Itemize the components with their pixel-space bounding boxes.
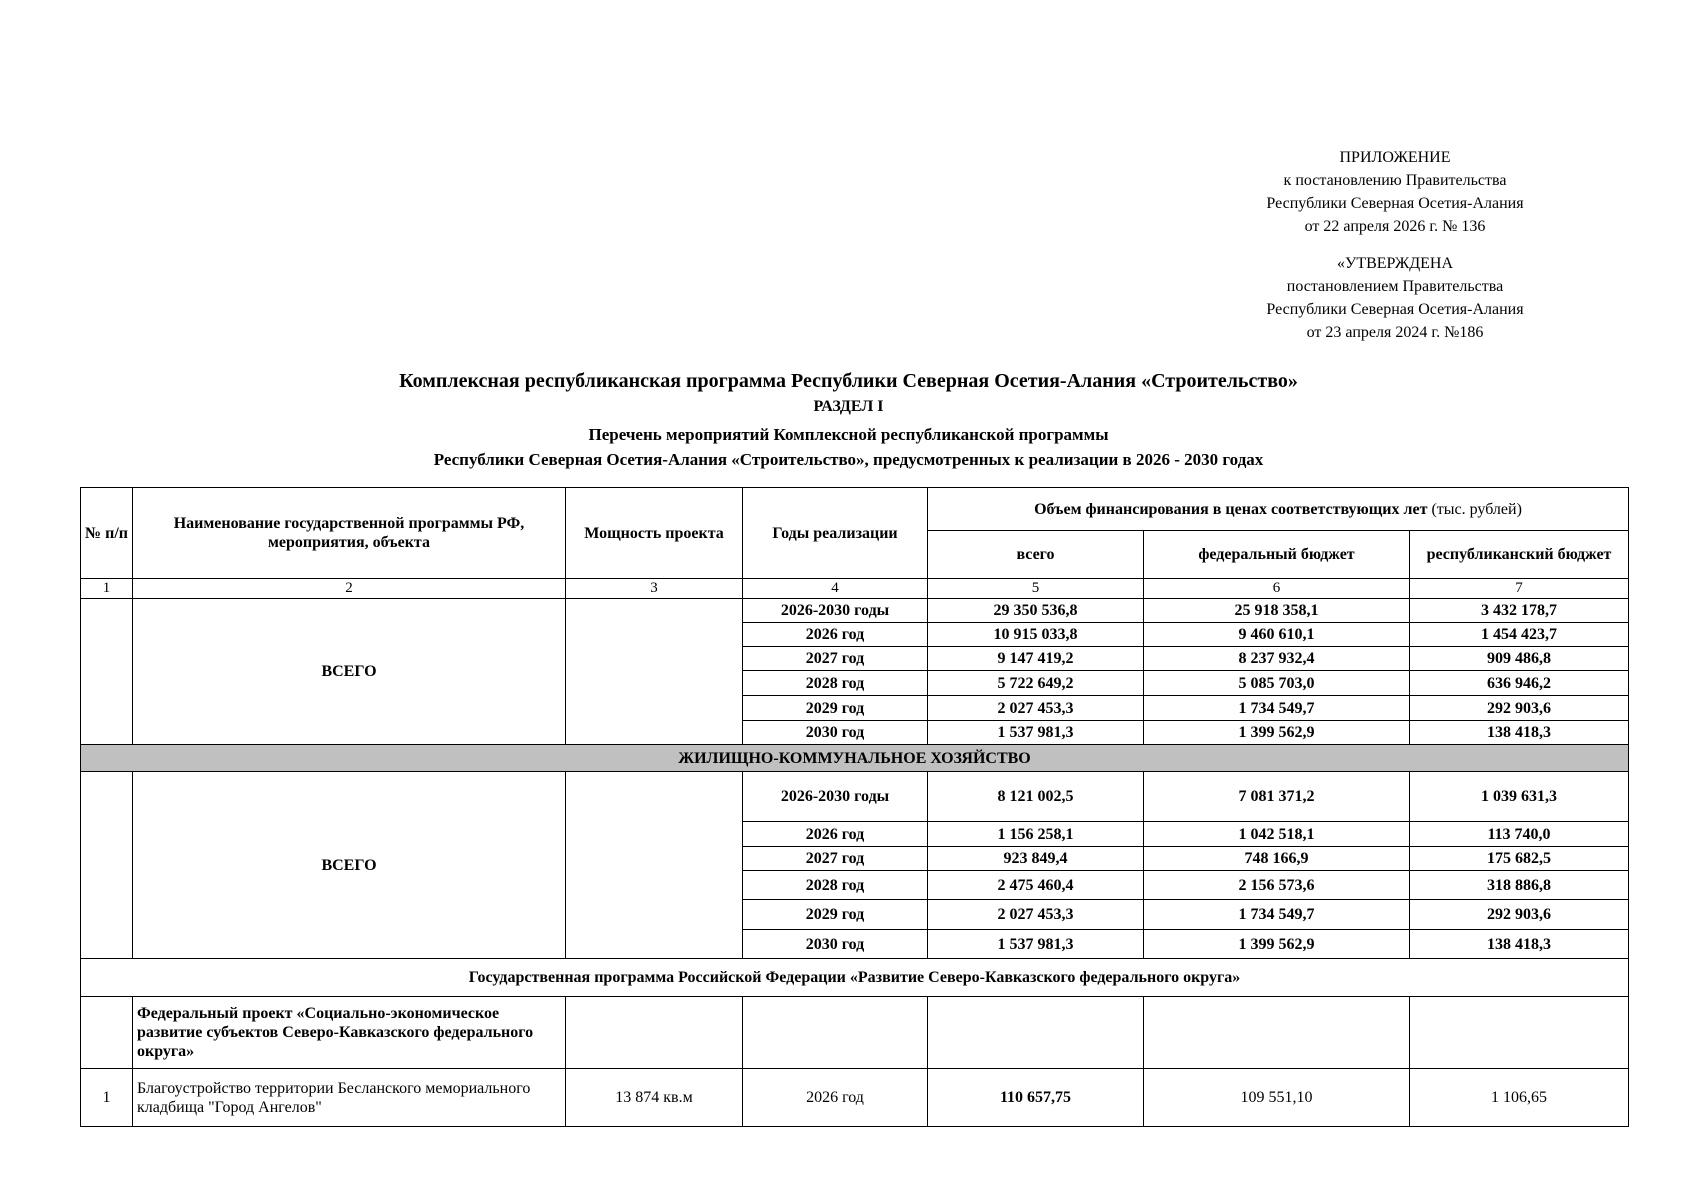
empty-cell: [1144, 997, 1410, 1069]
empty-cell: [1410, 997, 1629, 1069]
republic-cell: 3 432 178,7: [1410, 599, 1629, 623]
approval-line: «УТВЕРЖДЕНА: [1336, 255, 1453, 272]
appendix-line: от 22 апреля 2026 г. № 136: [1304, 218, 1486, 235]
republic-cell: 636 946,2: [1410, 671, 1629, 696]
total-cell: 29 350 536,8: [928, 599, 1144, 623]
item-republic: 1 106,65: [1410, 1069, 1629, 1127]
col-number: 7: [1410, 579, 1629, 599]
republic-cell: 292 903,6: [1410, 696, 1629, 721]
header-funding: [928, 488, 1629, 531]
approval-line: от 23 апреля 2024 г. №186: [1306, 324, 1484, 341]
republic-cell: 292 903,6: [1410, 900, 1629, 930]
republic-cell: 113 740,0: [1410, 822, 1629, 847]
year-cell: 2026 год: [743, 623, 928, 647]
federal-cell: 1 042 518,1: [1144, 822, 1410, 847]
col-number: 4: [743, 579, 928, 599]
federal-cell: 25 918 358,1: [1144, 599, 1410, 623]
federal-cell: 1 734 549,7: [1144, 696, 1410, 721]
empty-cell: [743, 997, 928, 1069]
year-cell: 2030 год: [743, 721, 928, 745]
federal-cell: 1 734 549,7: [1144, 900, 1410, 930]
item-num: 1: [81, 1069, 133, 1127]
year-cell: 2028 год: [743, 671, 928, 696]
appendix-header: [1205, 146, 1585, 344]
empty-cell: [928, 997, 1144, 1069]
header-row: [81, 488, 1629, 531]
item-name: Благоустройство территории Бесланского мемориального кладбища "Город Ангелов": [133, 1069, 566, 1127]
table-row: [81, 772, 1629, 822]
total-cell: 9 147 419,2: [928, 647, 1144, 671]
housing-section-title: ЖИЛИЩНО-КОММУНАЛЬНОЕ ХОЗЯЙСТВО: [81, 745, 1629, 772]
item-year: 2026 год: [743, 1069, 928, 1127]
federal-cell: 9 460 610,1: [1144, 623, 1410, 647]
republic-cell: 138 418,3: [1410, 721, 1629, 745]
year-cell: 2027 год: [743, 847, 928, 871]
total-cell: 1 156 258,1: [928, 822, 1144, 847]
total-cell: 923 849,4: [928, 847, 1144, 871]
table-row: [81, 1069, 1629, 1127]
row-capacity-empty: [566, 772, 743, 959]
col-number: 1: [81, 579, 133, 599]
header-name: Наименование государственной программы РФ, мероприятия, объекта: [133, 488, 566, 579]
item-capacity: 13 874 кв.м: [566, 1069, 743, 1127]
approval-line: постановлением Правительства: [1286, 278, 1504, 295]
gov-program-title: Государственная программа Российской Федерации «Развитие Северо-Кавказского федерального округа»: [81, 959, 1629, 997]
year-cell: 2029 год: [743, 696, 928, 721]
federal-cell: 8 237 932,4: [1144, 647, 1410, 671]
header-years: Годы реализации: [743, 488, 928, 579]
federal-cell: 7 081 371,2: [1144, 772, 1410, 822]
table-row: [81, 997, 1629, 1069]
total-cell: 2 475 460,4: [928, 871, 1144, 900]
total-cell: 10 915 033,8: [928, 623, 1144, 647]
header-num: № п/п: [81, 488, 133, 579]
republic-cell: 138 418,3: [1410, 930, 1629, 959]
total-label: ВСЕГО: [133, 599, 566, 745]
republic-cell: 175 682,5: [1410, 847, 1629, 871]
column-number-row: [81, 579, 1629, 599]
total-cell: 8 121 002,5: [928, 772, 1144, 822]
section-band: [81, 745, 1629, 772]
year-cell: 2030 год: [743, 930, 928, 959]
col-number: 6: [1144, 579, 1410, 599]
appendix-line: Республики Северная Осетия-Алания: [1266, 195, 1524, 212]
republic-cell: 318 886,8: [1410, 871, 1629, 900]
republic-cell: 909 486,8: [1410, 647, 1629, 671]
year-cell: 2027 год: [743, 647, 928, 671]
year-cell: 2026-2030 годы: [743, 772, 928, 822]
header-republic: республиканский бюджет: [1410, 531, 1629, 579]
housing-total-label: ВСЕГО: [133, 772, 566, 959]
list-title-line-1: Перечень мероприятий Комплексной республиканской программы: [588, 425, 1109, 444]
table-row: [81, 959, 1629, 997]
list-title-line-2: Республики Северная Осетия-Алания «Строительство», предусмотренных к реализации в 2026 - 2030 годах: [433, 450, 1264, 469]
header-capacity: Мощность проекта: [566, 488, 743, 579]
federal-cell: 1 399 562,9: [1144, 721, 1410, 745]
row-num-empty: [81, 772, 133, 959]
header-total: всего: [928, 531, 1144, 579]
item-total: 110 657,75: [928, 1069, 1144, 1127]
empty-cell: [566, 997, 743, 1069]
document-title: Комплексная республиканская программа Республики Северная Осетия-Алания «Строительство»: [399, 370, 1298, 392]
program-table: [80, 487, 1629, 1127]
federal-cell: 2 156 573,6: [1144, 871, 1410, 900]
total-cell: 2 027 453,3: [928, 900, 1144, 930]
republic-cell: 1 454 423,7: [1410, 623, 1629, 647]
section-title: РАЗДЕЛ I: [813, 398, 884, 415]
col-number: 2: [133, 579, 566, 599]
item-federal: 109 551,10: [1144, 1069, 1410, 1127]
header-funding-unit: (тыс. рублей): [1427, 500, 1522, 518]
year-cell: 2028 год: [743, 871, 928, 900]
header-funding-label: Объем финансирования в ценах соответствующих лет: [1034, 500, 1428, 518]
year-cell: 2026-2030 годы: [743, 599, 928, 623]
federal-cell: 1 399 562,9: [1144, 930, 1410, 959]
total-cell: 1 537 981,3: [928, 721, 1144, 745]
republic-cell: 1 039 631,3: [1410, 772, 1629, 822]
table-row: [81, 599, 1629, 623]
year-cell: 2026 год: [743, 822, 928, 847]
row-num-empty: [81, 997, 133, 1069]
federal-project-title: Федеральный проект «Социально-экономическое развитие субъектов Северо-Кавказского федерального округа»: [133, 997, 566, 1069]
col-number: 5: [928, 579, 1144, 599]
col-number: 3: [566, 579, 743, 599]
total-cell: 1 537 981,3: [928, 930, 1144, 959]
appendix-line: ПРИЛОЖЕНИЕ: [1339, 149, 1451, 166]
appendix-line: к постановлению Правительства: [1283, 172, 1507, 189]
federal-cell: 748 166,9: [1144, 847, 1410, 871]
row-num-empty: [81, 599, 133, 745]
header-federal: федеральный бюджет: [1144, 531, 1410, 579]
appendix-gap: [1205, 238, 1585, 252]
total-cell: 2 027 453,3: [928, 696, 1144, 721]
federal-cell: 5 085 703,0: [1144, 671, 1410, 696]
year-cell: 2029 год: [743, 900, 928, 930]
row-capacity-empty: [566, 599, 743, 745]
total-cell: 5 722 649,2: [928, 671, 1144, 696]
approval-line: Республики Северная Осетия-Алания: [1266, 301, 1524, 318]
